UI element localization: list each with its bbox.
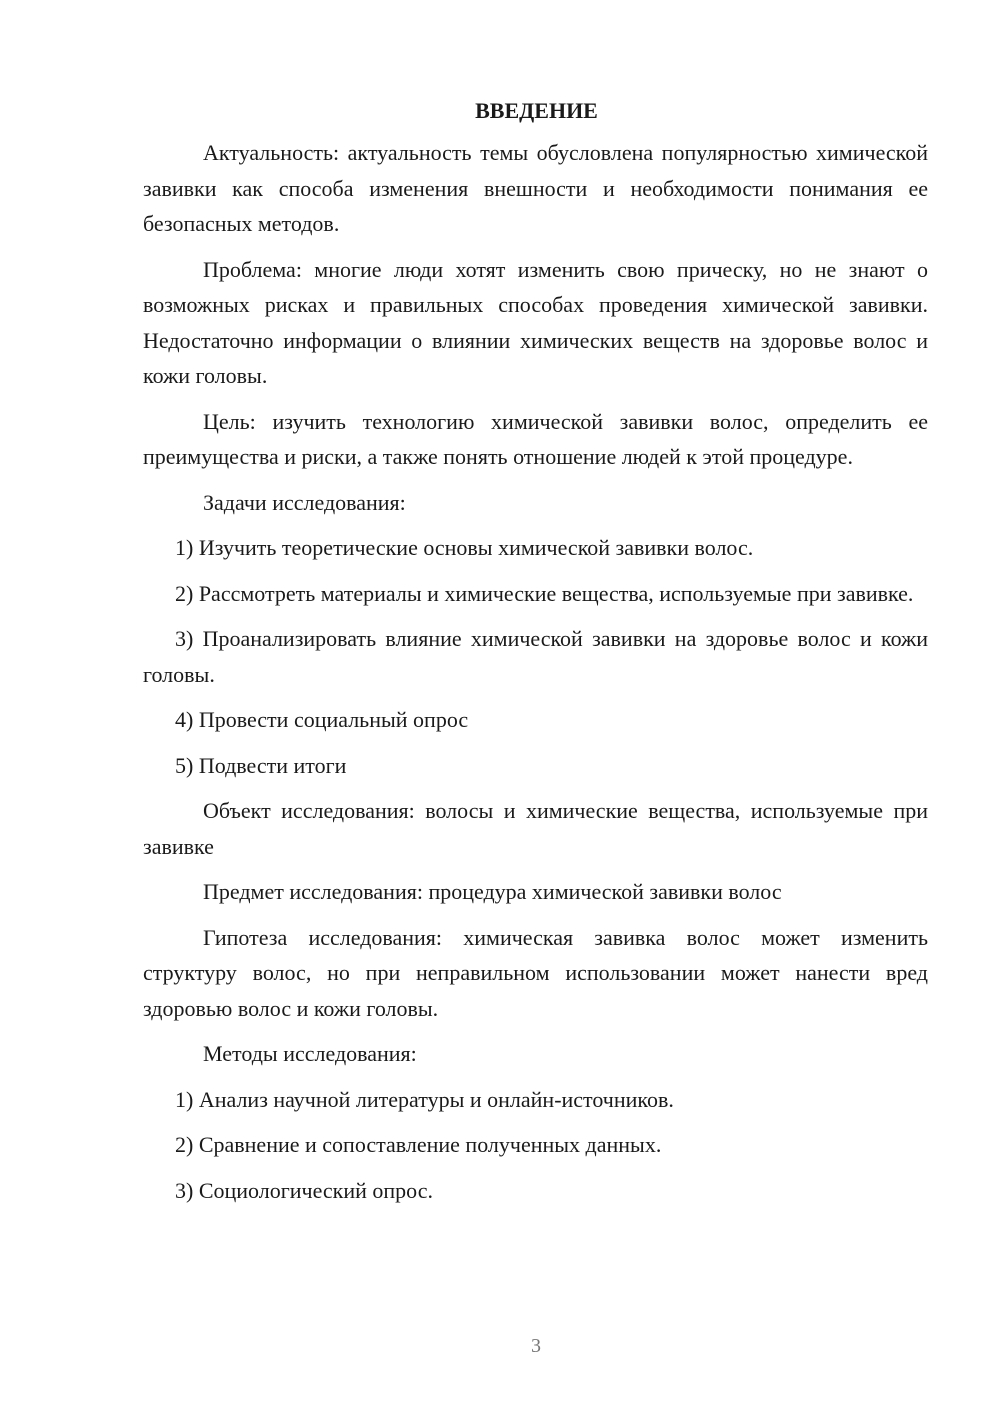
tasks-title: Задачи исследования:	[203, 489, 406, 515]
object-paragraph: Объект исследования: волосы и химические вещества, используемые при завивке	[143, 798, 928, 859]
methods-title: Методы исследования:	[203, 1041, 417, 1066]
task-item-4: 4) Провести социальный опрос	[175, 707, 469, 732]
problem-paragraph: Проблема: многие люди хотят изменить свою прическу, но не знают о возможных рисках и правильных способах проведения химической завивки. Недостаточно информации о влиянии химических веществ на здоровье волос и кожи головы.	[143, 256, 928, 388]
method-item-2: 2) Сравнение и сопоставление полученных данных.	[175, 1132, 662, 1157]
task-item-5: 5) Подвести итоги	[175, 752, 347, 778]
method-item-1: 1) Анализ научной литературы и онлайн-источников.	[175, 1086, 674, 1112]
page-number: 3	[531, 1335, 541, 1357]
page-content	[143, 93, 928, 1218]
task-item-1: 1) Изучить теоретические основы химической завивки волос.	[175, 535, 754, 560]
task-item-2: 2) Рассмотреть материалы и химические вещества, используемые при завивке.	[175, 580, 914, 606]
hypothesis-paragraph: Гипотеза исследования: химическая завивка волос может изменить структуру волос, но при неправильном использовании может нанести вред здоровью волос и кожи головы.	[143, 924, 928, 1021]
method-item-3: 3) Социологический опрос.	[175, 1177, 433, 1203]
subject-paragraph: Предмет исследования: процедура химической завивки волос	[203, 879, 782, 904]
task-item-3: 3) Проанализировать влияние химической завивки на здоровье волос и кожи головы.	[143, 626, 928, 687]
relevance-paragraph: Актуальность: актуальность темы обусловлена популярностью химической завивки как способа изменения внешности и необходимости понимания ее безопасных методов.	[143, 140, 928, 236]
goal-paragraph: Цель: изучить технологию химической завивки волос, определить ее преимущества и риски, а также понять отношение людей к этой процедуре.	[143, 408, 928, 469]
section-heading: ВВЕДЕНИЕ	[475, 98, 598, 123]
